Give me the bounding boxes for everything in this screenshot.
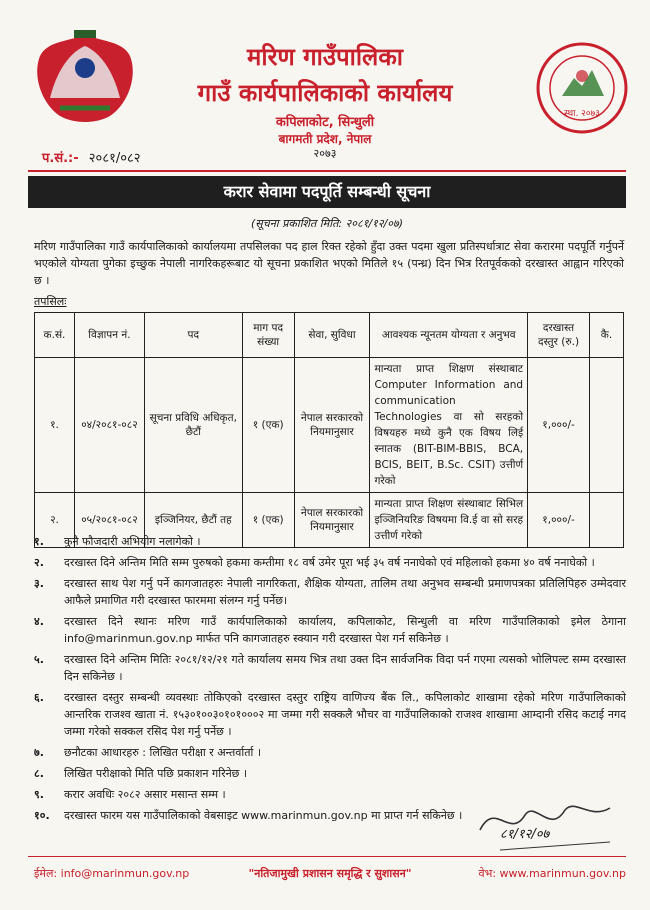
column-header: कै. [590,313,624,358]
list-item: १०. दरखास्त फारम यस गाउँपालिकाको वेबसाइट www.marinmun.gov.np मा प्राप्त गर्न सकिनेछ । [34,809,463,822]
conditions-list [34,533,626,828]
column-header: सेवा, सुविधा [294,313,370,358]
cell-benefit: नेपाल सरकारको नियमानुसार [294,358,370,493]
cell-count: १ (एक) [242,358,294,493]
column-header: माग पद संख्या [242,313,294,358]
cell-post: इञ्जिनियर, छैटौं तह [144,493,242,548]
list-item: ४. दरखास्त दिने स्थानः मरिण गाउँ कार्यपालिकाको कार्यालय, कपिलाकोट, सिन्धुली वा मरिण गाउँपालिकाको इमेल ठेगाना info@marinmun.gov.np मार्फत पनि कागजातहरु स्क्यान गरी दरखास्त पेश गर्न सकिनेछ । [34,615,626,645]
cell-remarks [590,358,624,493]
footer-divider [28,856,626,857]
cell-sn: २. [35,493,75,548]
reference-number: प.सं.:- २०८१/०८२ [42,151,141,166]
footer-email[interactable]: ईमेल: info@marinmun.gov.np [34,867,190,880]
established-year: २०७३ [313,147,337,160]
header-divider [28,170,626,172]
footer-website[interactable]: वेभ: www.marinmun.gov.np [478,867,626,880]
cell-qualification: मान्यता प्राप्त शिक्षण संस्थाबाट Computer Information and communication Technologies वा सो सरहको विषयहरु मध्ये कुनै एक विषय लिई स्नातक (BIT-BIM-BBIS, BCA, BCIS, BEIT, B.Sc. CSIT) उत्तीर्ण गरेको [370,358,528,493]
signature-date: ८१/१२/०७ [500,827,550,842]
cell-sn: १. [35,358,75,493]
address-line-1: कपिलाकोट, सिन्धुली [275,115,375,130]
municipality-seal-icon [532,38,632,138]
cell-ad-number: ०४/२०८१-०८२ [74,358,144,493]
municipality-name: मरिण गाउँपालिका [247,43,403,71]
svg-text:स्था. २०७३: स्था. २०७३ [564,109,600,119]
column-header: विज्ञापन नं. [74,313,144,358]
office-name: गाउँ कार्यपालिकाको कार्यालय [197,79,453,107]
table-row [35,358,624,493]
column-header: आवश्यक न्यूनतम योग्यता र अनुभव [370,313,528,358]
list-item: ३. दरखास्त साथ पेश गर्नु पर्ने कागजातहरुः नेपाली नागरिकता, शैक्षिक योग्यता, तालिम तथा अनुभव सम्बन्धी प्रमाणपत्रका प्रतिलिपिहरु उम्मेदवार आफैले प्रमाणित गरी दरखास्त फारममा संलग्न गर्नु पर्नेछ। [34,577,626,607]
cell-count: १ (एक) [242,493,294,548]
column-header: क.सं. [35,313,75,358]
column-header: पद [144,313,242,358]
intro-paragraph: मरिण गाउँपालिका गाउँ कार्यपालिकाको कार्यालयमा तपसिलका पद हाल रिक्त रहेको हुँदा उक्त पदमा खुला प्रतिस्पर्धात्राट सेवा करारमा पदपूर्ति गर्नुपर्ने भएकोले योग्यता पुगेका इच्छुक नेपाली नागरिकहरूबाट यो सूचना प्रकाशित भएको मितिले १५ (पन्ध्र) दिन भित्र रितपूर्वकको दरखास्त आह्वान गरिएको छ । [34,240,624,287]
schedule-label: तपसिलः [34,295,67,308]
list-item: ८. लिखित परीक्षाको मिति पछि प्रकाशन गरिनेछ । [34,767,248,780]
published-date: (सूचना प्रकाशित मिति: २०८१/१२/०७) [250,217,404,230]
list-item: ६. दरखास्त दस्तुर सम्बन्धी व्यवस्थाः तोकिएको दरखास्त दस्तुर राष्ट्रिय वाणिज्य बैंक लि., कपिलाकोट शाखामा रहेको मरिण गाउँपालिकाको आन्तरिक राजश्व खाता नं. १५३०१००३०१०१०००२ मा जम्मा गरी सक्कलै भौचर वा गाउँपालिकाको राजश्व शाखामा आम्दानी रसिद कटाई नगद जम्मा गरेको सक्कल रसिद पेश गर्नु पर्नेछ । [34,691,626,738]
cell-post: सूचना प्रविधि अधिकृत, छैटौं [144,358,242,493]
table-header-row [35,313,624,358]
list-item: ५. दरखास्त दिने अन्तिम मितिः २०८१/१२/२१ गते कार्यालय समय भित्र तथा उक्त दिन सार्वजनिक विदा पर्न गएमा त्यसको भोलिपल्ट सम्म दरखास्त दिन सकिनेछ । [34,653,626,683]
address-line-2: बागमती प्रदेश, नेपाल [278,132,372,146]
cell-fee: १,०००/- [528,493,590,548]
footer-slogan: "नतिजामुखी प्रशासन समृद्धि र सुशासन" [248,867,412,880]
vacancy-table [34,312,624,548]
list-item: २. दरखास्त दिने अन्तिम मिति सम्म पुरुषको हकमा कम्तीमा १८ वर्ष उमेर पूरा भई ३५ वर्ष ननाघेको एवं महिलाको हकमा ४० वर्ष ननाघेको । [34,556,595,569]
column-header: दरखास्त दस्तुर (रु.) [528,313,590,358]
list-item: ९. करार अवधिः २०८२ असार मसान्त सम्म । [34,788,226,801]
cell-ad-number: ०५/२०८१-०८२ [74,493,144,548]
list-item: १. कुनै फौजदारी अभियोग नलागेको । [34,535,201,548]
cell-fee: १,०००/- [528,358,590,493]
cell-qualification: मान्यता प्राप्त शिक्षण संस्थाबाट सिभिल इञ्जिनियरिङ विषयमा वि.ई वा सो सरह उत्तीर्ण गरेको [370,493,528,548]
nepal-emblem-icon [30,28,140,128]
notice-title: करार सेवामा पदपूर्ति सम्बन्धी सूचना [28,176,626,208]
cell-benefit: नेपाल सरकारको नियमानुसार [294,493,370,548]
list-item: ७. छनौटका आधारहरु : लिखित परीक्षा र अन्तर्वार्ता । [34,746,262,759]
